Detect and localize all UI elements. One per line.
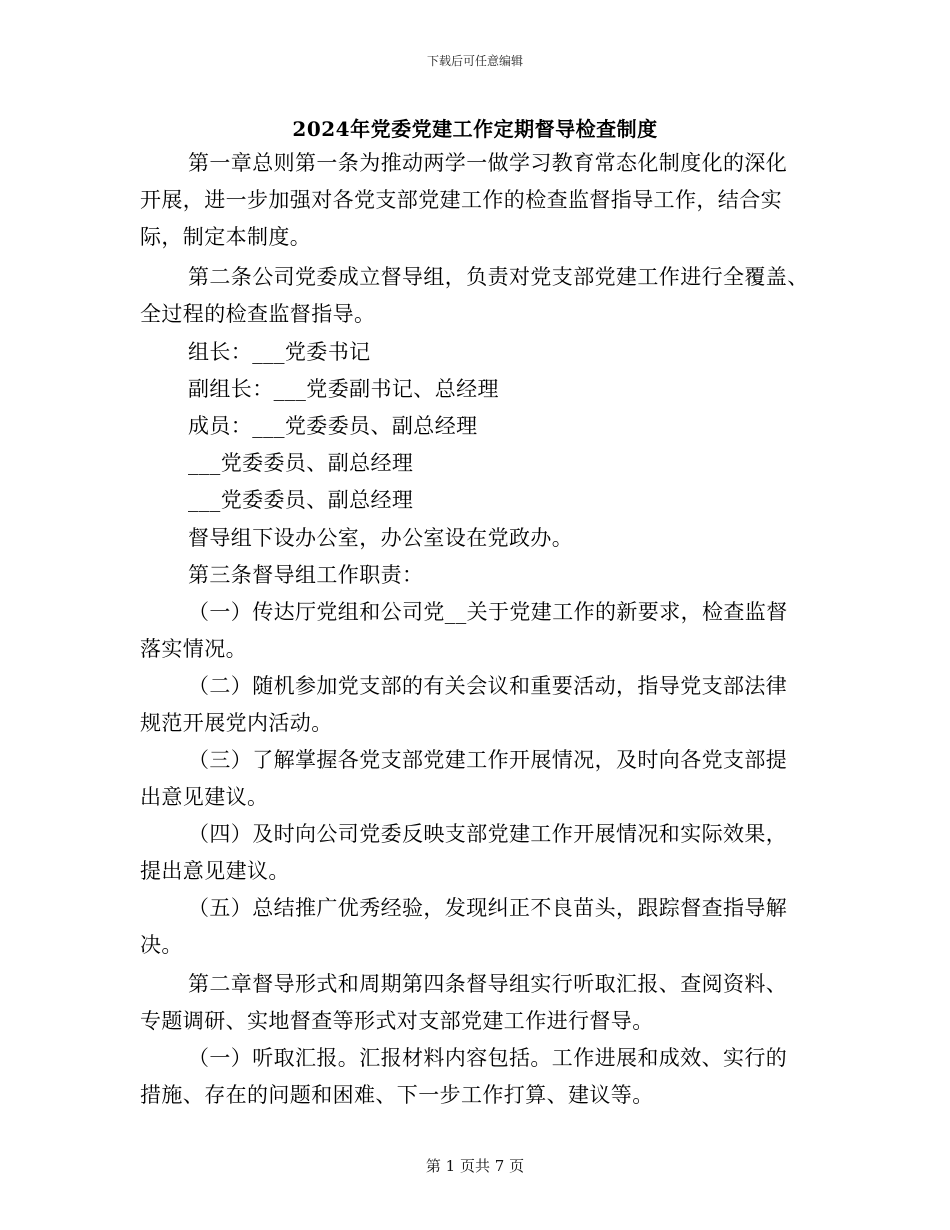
body-line: 际，制定本制度。: [140, 225, 312, 249]
body-line: （一）听取汇报。汇报材料内容包括。工作进展和成效、实行的: [188, 1046, 788, 1070]
body-line: ___党委委员、副总经理: [188, 451, 414, 475]
body-line: 第一章总则第一条为推动两学一做学习教育常态化制度化的深化: [188, 151, 788, 175]
body-line: 副组长：___党委副书记、总经理: [188, 377, 499, 401]
body-line: （三）了解掌握各党支部党建工作开展情况，及时向各党支部提: [188, 748, 788, 772]
body-line: 成员：___党委委员、副总经理: [188, 414, 478, 438]
body-line: 开展，进一步加强对各党支部党建工作的检查监督指导工作，结合实: [140, 188, 782, 212]
body-line: 全过程的检查监督指导。: [140, 302, 376, 326]
body-line: 提出意见建议。: [140, 859, 290, 883]
body-line: 决。: [140, 933, 183, 957]
page-footer: 第 1 页共 7 页: [425, 1157, 525, 1175]
body-line: 第二条公司党委成立督导组，负责对党支部党建工作进行全覆盖、: [188, 265, 809, 289]
body-line: ___党委委员、副总经理: [188, 488, 414, 512]
body-line: 规范开展党内活动。: [140, 711, 333, 735]
body-line: 督导组下设办公室，办公室设在党政办。: [188, 526, 574, 550]
body-line: 第三条督导组工作职责：: [188, 563, 424, 587]
body-line: 专题调研、实地督查等形式对支部党建工作进行督导。: [140, 1009, 654, 1033]
body-line: 第二章督导形式和周期第四条督导组实行听取汇报、查阅资料、: [188, 972, 788, 996]
document-title: 2024年党委党建工作定期督导检查制度: [292, 117, 658, 141]
body-line: （四）及时向公司党委反映支部党建工作开展情况和实际效果，: [188, 822, 788, 846]
body-line: （一）传达厅党组和公司党__关于党建工作的新要求，检查监督: [188, 600, 788, 624]
body-line: （五）总结推广优秀经验，发现纠正不良苗头，跟踪督查指导解: [188, 896, 788, 920]
body-line: 组长：___党委书记: [188, 340, 371, 364]
body-line: （二）随机参加党支部的有关会议和重要活动，指导党支部法律: [188, 674, 788, 698]
header-note: 下载后可任意编辑: [426, 54, 523, 68]
body-line: 措施、存在的问题和困难、下一步工作打算、建议等。: [140, 1083, 654, 1107]
body-line: 落实情况。: [140, 637, 247, 661]
body-line: 出意见建议。: [140, 785, 269, 809]
